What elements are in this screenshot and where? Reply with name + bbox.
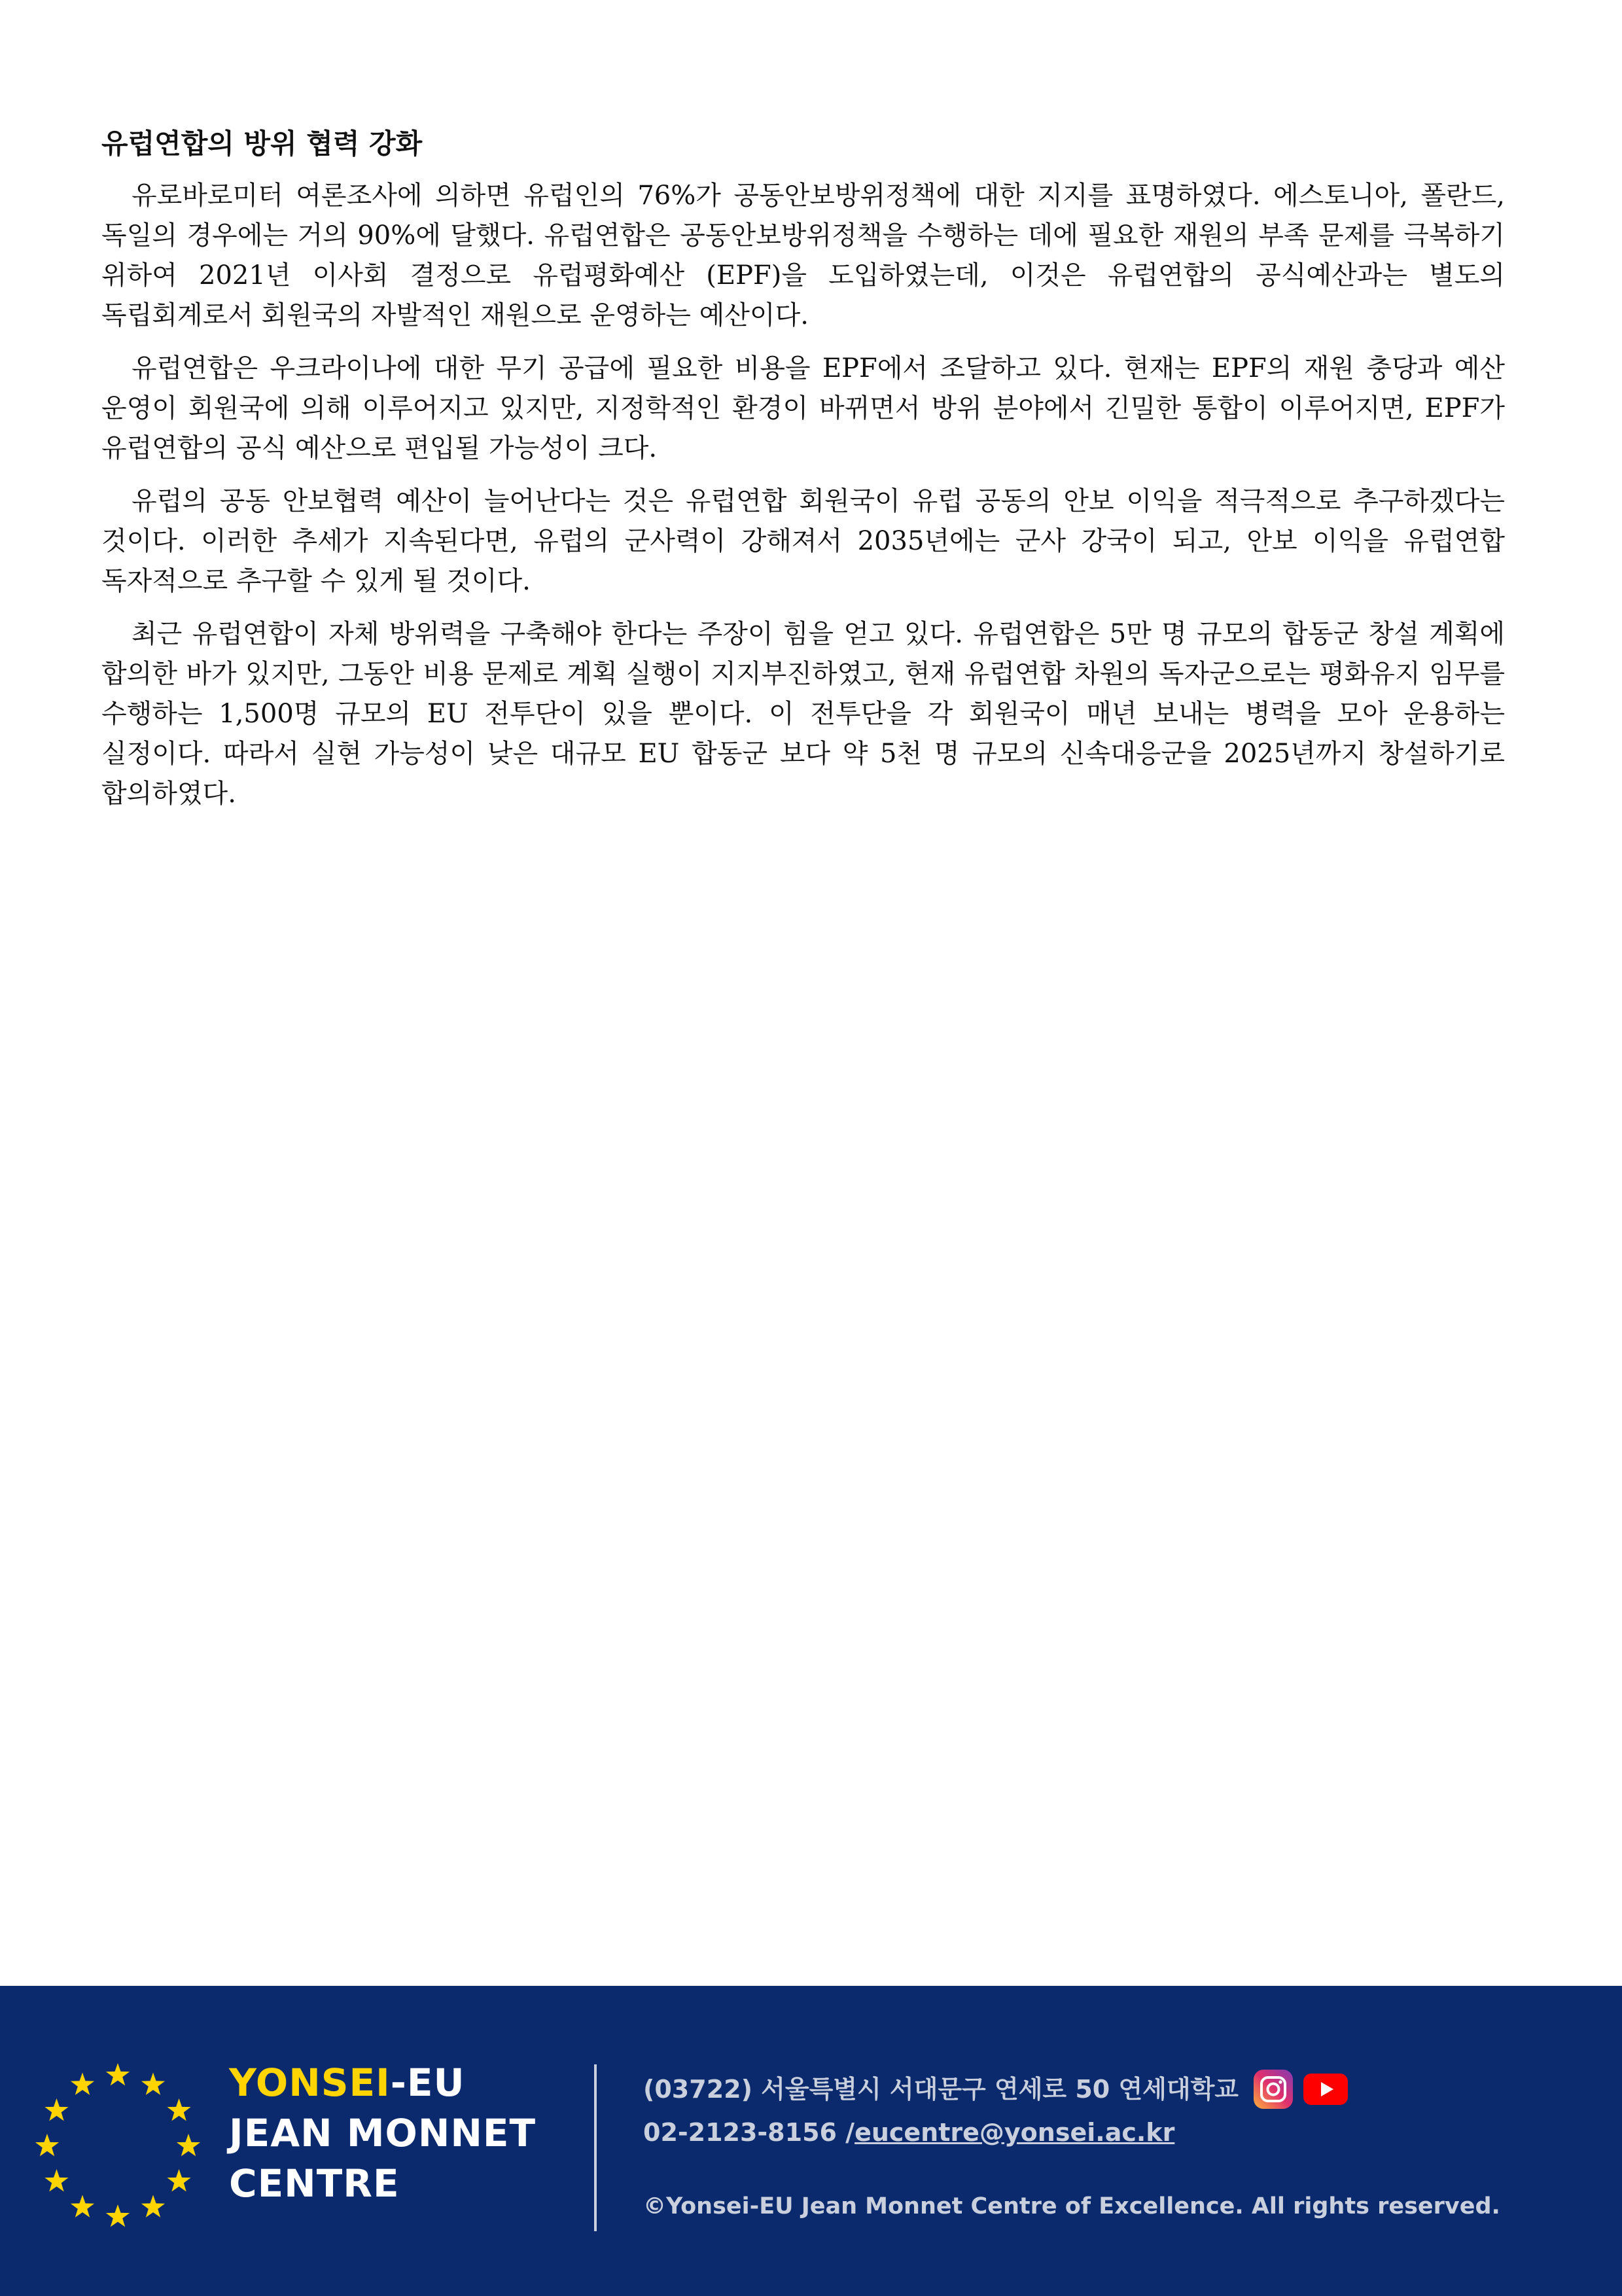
article [101, 121, 1505, 827]
star-icon [106, 2204, 130, 2227]
brand-eu: -EU [390, 2060, 465, 2105]
paragraph-1: 유로바로미터 여론조사에 의하면 유럽인의 76%가 공동안보방위정책에 대한 지지를 표명하였다. 에스토니아, 폴란드, 독일의 경우에는 거의 90%에 달했다. 유럽연합은 공동안보방위정책을 수행하는 데에 필요한 재원의 부족 문제를 극복하기 위하여 2021년 이사회 결정으로 유럽평화예산 (EPF)을 도입하였는데, 이것은 유럽연합의 공식예산과는 별도의 독립회계로서 회원국의 자발적인 재원으로 운영하는 예산이다. [101, 181, 1505, 330]
brand-logo-text [229, 2058, 536, 2209]
copyright: ©Yonsei-EU Jean Monnet Centre of Excellence. All rights reserved. [643, 2193, 1500, 2219]
instagram-icon[interactable] [1253, 2069, 1294, 2110]
star-icon [106, 2063, 130, 2085]
star-icon [71, 2195, 94, 2217]
star-icon [35, 2134, 59, 2156]
star-icon [44, 2169, 68, 2191]
star-icon [141, 2195, 165, 2217]
address: (03722) 서울특별시 서대문구 연세로 50 연세대학교 [643, 2075, 1239, 2104]
star-icon [167, 2098, 191, 2121]
brand-yonsei: YONSEI [229, 2060, 391, 2105]
footer-divider [594, 2064, 597, 2231]
article-heading: 유럽연합의 방위 협력 강화 [101, 128, 423, 160]
eu-stars-logo [26, 2055, 209, 2238]
email-link[interactable]: eucentre@yonsei.ac.kr [855, 2118, 1175, 2147]
footer [0, 1986, 1622, 2296]
star-icon [167, 2169, 191, 2191]
star-icon [71, 2073, 94, 2095]
paragraph-2: 유럽연합은 우크라이나에 대한 무기 공급에 필요한 비용을 EPF에서 조달하고 있다. 현재는 EPF의 재원 충당과 예산 운영이 회원국에 의해 이루어지고 있지만, 지정학적인 환경이 바뀌면서 방위 분야에서 긴밀한 통합이 이루어지면, EPF가 유럽연합의 공식 예산으로 편입될 가능성이 크다. [101, 353, 1505, 463]
star-icon [141, 2073, 165, 2095]
phone: 02-2123-8156 / [643, 2118, 855, 2147]
brand-centre: CENTRE [229, 2161, 400, 2206]
contact-info [643, 2068, 1349, 2154]
paragraph-3: 유럽의 공동 안보협력 예산이 늘어난다는 것은 유럽연합 회원국이 유럽 공동의 안보 이익을 적극적으로 추구하겠다는 것이다. 이러한 추세가 지속된다면, 유럽의 군사력이 강해져서 2035년에는 군사 강국이 되고, 안보 이익을 유럽연합 독자적으로 추구할 수 있게 될 것이다. [101, 486, 1505, 596]
youtube-icon[interactable] [1303, 2073, 1349, 2106]
paragraph-4: 최근 유럽연합이 자체 방위력을 구축해야 한다는 주장이 힘을 얻고 있다. 유럽연합은 5만 명 규모의 합동군 창설 계획에 합의한 바가 있지만, 그동안 비용 문제로 계획 실행이 지지부진하였고, 현재 유럽연합 차원의 독자군으로는 평화유지 임무를 수행하는 1,500명 규모의 EU 전투단이 있을 뿐이다. 이 전투단을 각 회원국이 매년 보내는 병력을 모아 운용하는 실정이다. 따라서 실현 가능성이 낮은 대규모 EU 합동군 보다 약 5천 명 규모의 신속대응군을 2025년까지 창설하기로 합의하였다. [101, 619, 1505, 809]
star-icon [44, 2098, 68, 2121]
brand-jean-monnet: JEAN MONNET [229, 2111, 537, 2155]
star-icon [177, 2134, 200, 2156]
